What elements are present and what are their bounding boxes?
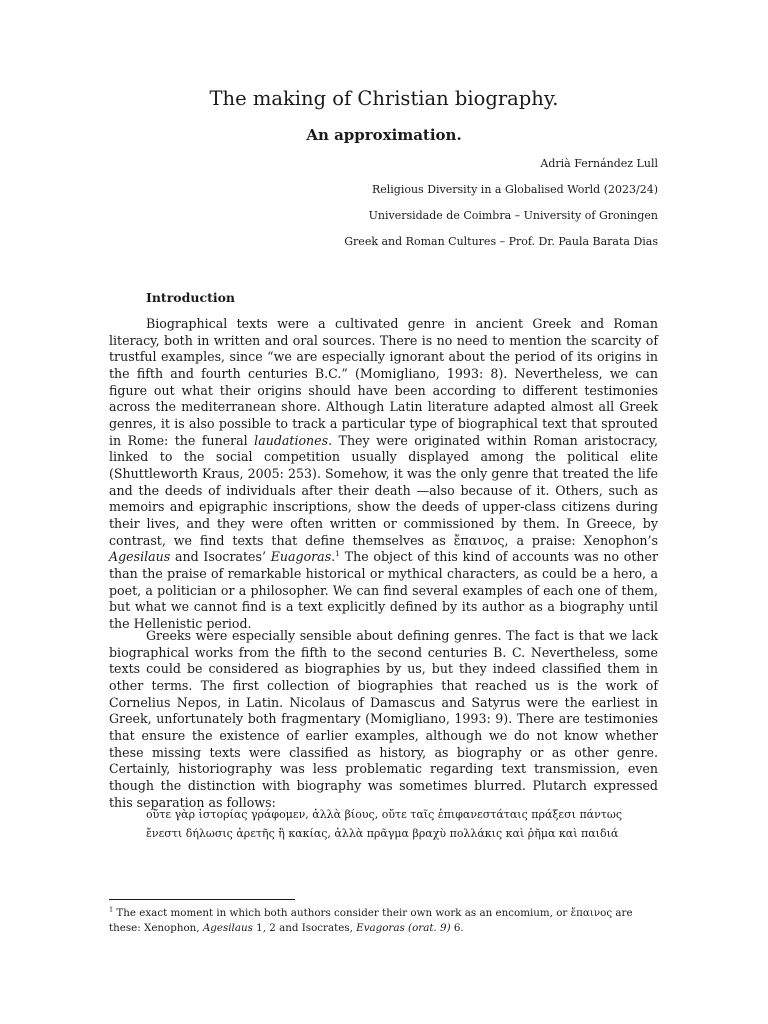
quote-line-2: ἔνεστι δήλωσις ἀρετῆς ἢ κακίας, ἀλλὰ πρᾶγμα βραχὺ πολλάκις καὶ ῥῆμα καὶ παιδιά	[146, 827, 619, 840]
universities: Universidade de Coimbra – University of Groningen	[368, 209, 658, 222]
seminar-info: Greek and Roman Cultures – Prof. Dr. Paula Barata Dias	[344, 235, 658, 248]
footnote-1: $^1$ The exact moment in which both authors consider their own work as an encomium, or ἔπαινος are these: Xenophon, Agesilaus 1, 2 and Isocrates, Evagoras (orat. 9) 6.	[109, 905, 633, 934]
footnote-mark: 1	[109, 905, 114, 914]
author-name: Adrià Fernández Lull	[540, 157, 658, 170]
paper-subtitle: An approximation.	[306, 126, 462, 144]
emphasis-agesilaus: Agesilaus	[109, 549, 171, 565]
footnote-reference[interactable]: 1	[335, 549, 340, 558]
paragraph-2: Greeks were especially sensible about defining genres. The fact is that we lack biographical works from the fifth to the second centuries B. C. Nevertheless, some texts could be considered as biographies by us, but they indeed classified them in other terms. The first collection of biographies that reached us is the work of Cornelius Nepos, in Latin. Nicolaus of Damascus and Satyrus were the earliest in Greek, unfortunately both fragmentary (Momigliano, 1993: 9). There are testimonies that ensure the existence of earlier examples, although we do not know whether these missing texts were classified as history, as biography or as other genre. Certainly, historiography was less problematic regarding text transmission, even though the distinction with biography was sometimes blurred. Plutarch expressed this separation as follows:	[109, 628, 658, 810]
quote-line-1: οὔτε γὰρ ἱστορίας γράφομεν, ἀλλὰ βίους, οὔτε ταῖς ἐπιφανεστάταις πράξεσι πάντως	[146, 808, 623, 821]
title-text: The making of Christian biography	[209, 87, 553, 110]
section-heading: Introduction	[146, 290, 236, 305]
greek-quotation	[146, 805, 646, 843]
emphasis-laudationes: laudationes	[254, 432, 329, 448]
footnote-divider	[109, 899, 295, 900]
title-period: .	[552, 87, 559, 110]
emphasis-euagoras: Euagoras	[270, 549, 332, 565]
paper-title	[0, 86, 768, 112]
course-name: Religious Diversity in a Globalised World (2023/24)	[371, 183, 658, 196]
paragraph-1: Biographical texts were a cultivated genre in ancient Greek and Roman literacy, both in written and oral sources. There is no need to mention the scarcity of trustful examples, since “we are especially ignorant about the period of its origins in the fifth and fourth centuries B.C.” (Momigliano, 1993: 8). Nevertheless, we can figure out what their origins should have been according to different testimonies across the mediterranean shore. Although Latin literature adapted almost all Greek genres, it is also possible to track a particular type of biographical text that sprouted in Rome: the funeral laudationes. They were originated within Roman aristocracy, linked to the social competition usually displayed among the political elite (Shuttleworth Kraus, 2005: 253). Somehow, it was the only genre that treated the life and the deeds of individuals after their death —also because of it. Others, such as memoirs and epigraphic inscriptions, show the deeds of upper-class citizens during their lives, and they were often written or commissioned by them. In Greece, by contrast, we find texts that define themselves as ἔπαινος, a praise: Xenophon’s Agesilaus and Isocrates’ Euagoras.$^1$ The object of this kind of accounts was no other than the praise of remarkable historical or mythical characters, as could be a hero, a poet, a politician or a philosopher. We can find several examples of each one of them, but what we cannot find is a text explicitly defined by its author as a biography until the Hellenistic period.	[109, 316, 658, 631]
